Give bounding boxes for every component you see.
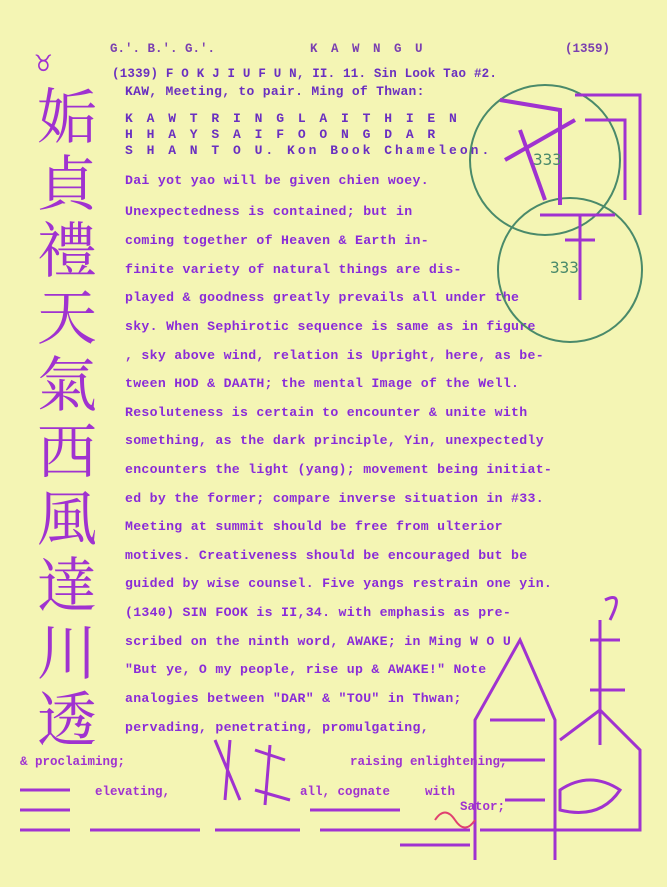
body-line: Meeting at summit should be free from ulterior [125, 519, 503, 534]
caps-line: H H A Y S A I F O O N G D A R [125, 127, 439, 142]
body-line: motives. Creativeness should be encouraged but be [125, 548, 528, 563]
cjk-char: 透 [37, 686, 97, 756]
body-line: (1340) SIN FOOK is II,34. with emphasis as pre- [125, 605, 512, 620]
header-left: G.'. B.'. G.'. [110, 42, 216, 56]
cjk-char: 風 [37, 485, 97, 555]
footer-text: Sator; [460, 800, 506, 814]
body-line: scribed on the ninth word, AWAKE; in Ming W O U [125, 634, 512, 649]
cjk-char: 天 [37, 284, 97, 354]
body-line: encounters the light (yang); movement being initiat- [125, 462, 553, 477]
cjk-char: 禮 [37, 217, 97, 287]
reference-line: (1339) F O K J I U F U N, II. 11. Sin Look Tao #2. [112, 67, 498, 81]
footer-text: & proclaiming; [20, 755, 126, 769]
caps-line: KAW, Meeting, to pair. Ming of Thwan: [125, 84, 425, 99]
stamp-number-top: 333 [533, 150, 562, 169]
body-line: "But ye, O my people, rise up & AWAKE!" Note [125, 662, 487, 677]
cjk-char: 氣 [37, 351, 97, 421]
body-line: pervading, penetrating, promulgating, [125, 720, 429, 735]
body-line: , sky above wind, relation is Upright, here, as be- [125, 348, 544, 363]
cjk-char: 達 [37, 552, 97, 622]
stamp-glyph-top-right [575, 95, 640, 215]
header-right: (1359) [565, 42, 611, 56]
footer-glyph [215, 740, 290, 805]
body-line: something, as the dark principle, Yin, unexpectedly [125, 433, 544, 448]
temple-drawing-detail [560, 780, 620, 813]
cjk-char: 貞 [37, 150, 97, 220]
side-glyph [590, 598, 625, 746]
body-line: guided by wise counsel. Five yangs restrain one yin. [125, 576, 553, 591]
body-line: played & goodness greatly prevails all under the [125, 290, 520, 305]
body-line: ed by the former; compare inverse situation in #33. [125, 491, 544, 506]
footer-text: raising enlightening, [350, 755, 508, 769]
footer-dashes [20, 790, 470, 845]
taurus-glyph: ♉ [35, 49, 52, 80]
red-scribble [435, 813, 475, 828]
body-line: Unexpectedness is contained; but in [125, 204, 413, 219]
stamp-number-bottom: 333 [550, 258, 579, 277]
body-line: coming together of Heaven & Earth in- [125, 233, 429, 248]
cjk-char: 西 [37, 418, 97, 488]
footer-text: with [425, 785, 456, 799]
caps-line: K A W T R I N G L A I T H I E N [125, 111, 460, 126]
footer-text: all, cognate [300, 785, 391, 799]
body-line: finite variety of natural things are dis- [125, 262, 462, 277]
body-line: tween HOD & DAATH; the mental Image of the Well. [125, 376, 520, 391]
footer-text: elevating, [95, 785, 171, 799]
cjk-char: 姤 [37, 83, 97, 153]
temple-drawing [475, 640, 640, 860]
body-line: Resoluteness is certain to encounter & unite with [125, 405, 528, 420]
body-line: Dai yot yao will be given chien woey. [125, 173, 429, 188]
cjk-char: 川 [37, 619, 97, 689]
body-line: analogies between "DAR" & "TOU" in Thwan; [125, 691, 462, 706]
body-line: sky. When Sephirotic sequence is same as in figure [125, 319, 536, 334]
header-center: K A W N G U [310, 42, 426, 56]
caps-line: S H A N T O U. Kon Book Chameleon. [125, 143, 493, 158]
